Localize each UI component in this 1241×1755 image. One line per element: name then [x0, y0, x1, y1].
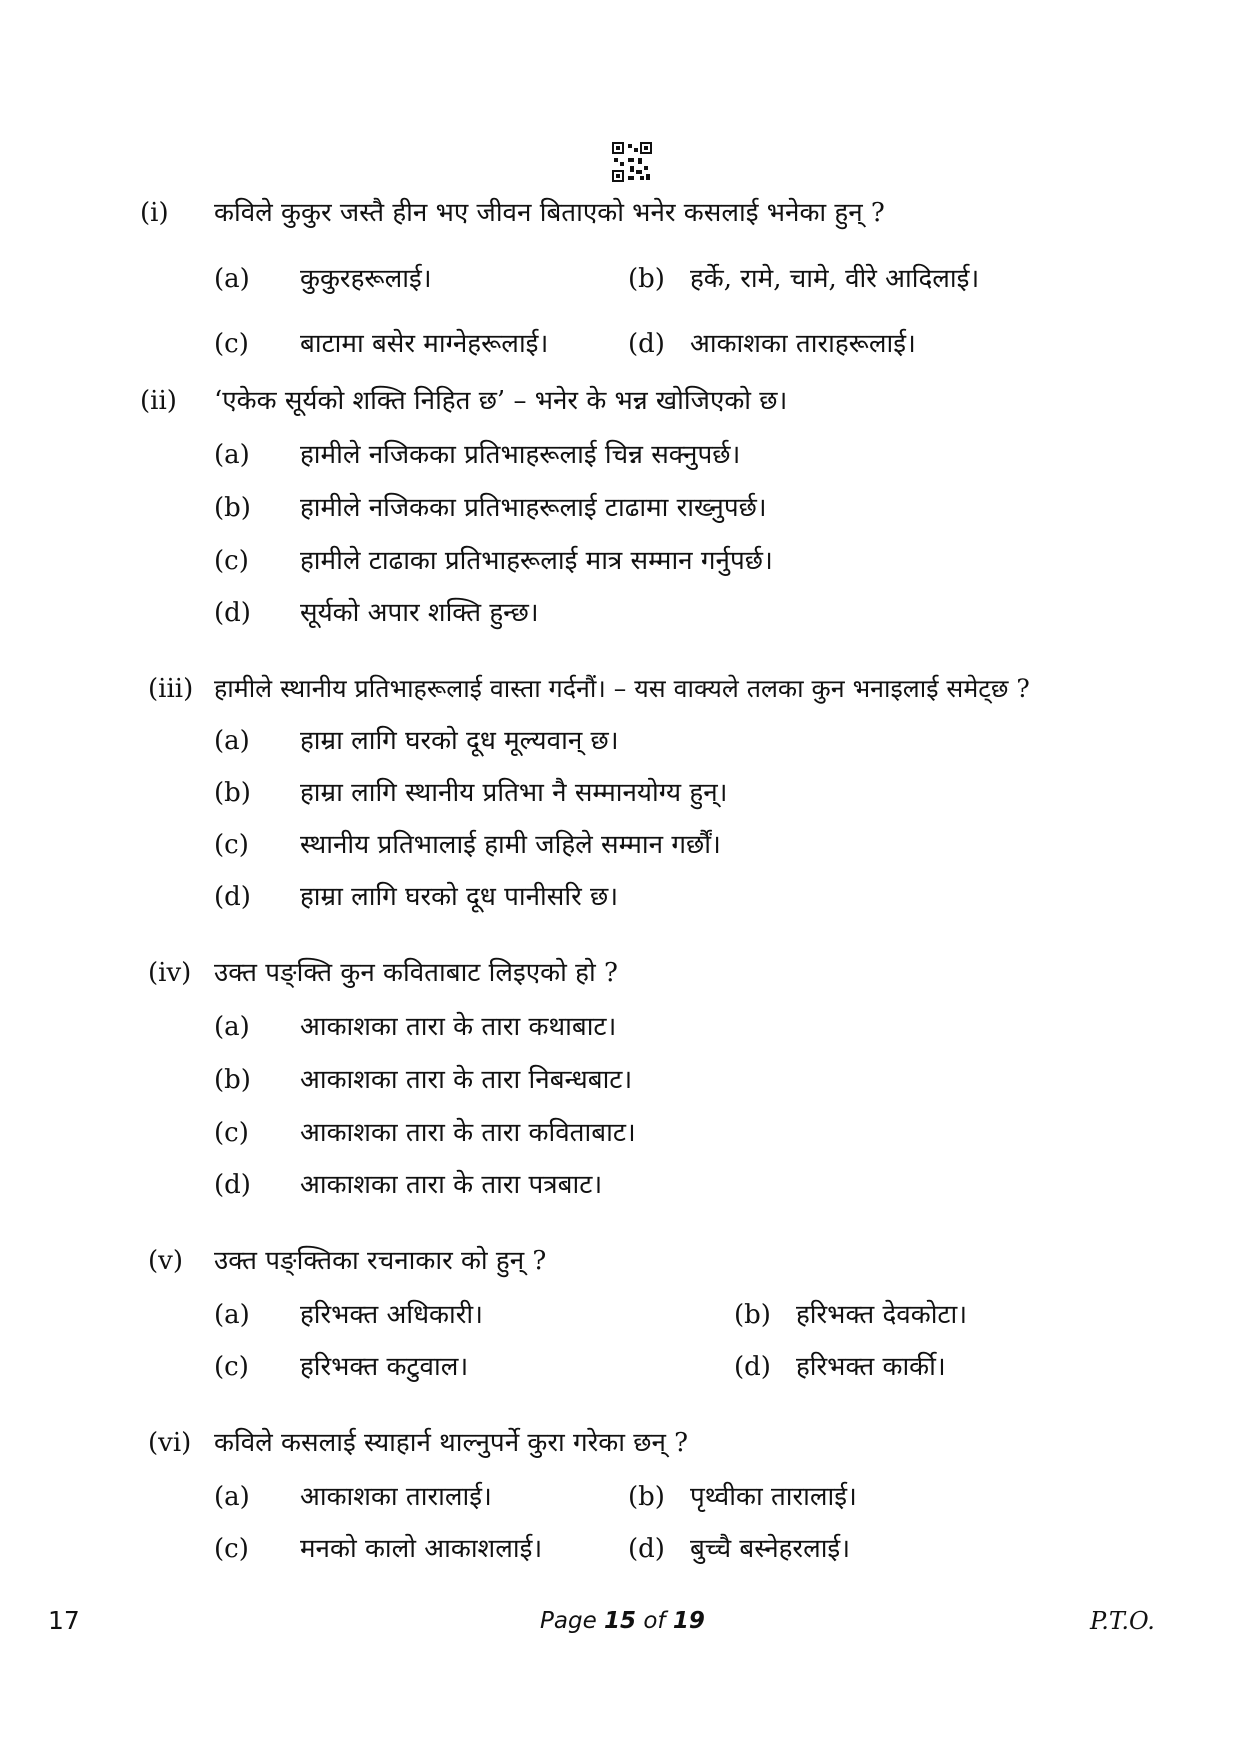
question-text: कविले कुकुर जस्तै हीन भए जीवन बिताएको भनेर कसलाई भनेका हुन् ? — [214, 198, 885, 228]
option-label: (d) — [734, 1352, 771, 1382]
option-label: (c) — [214, 830, 249, 860]
option-label: (b) — [628, 264, 665, 294]
option-text: सूर्यको अपार शक्ति हुन्छ। — [300, 598, 539, 628]
option-text: हामीले नजिकका प्रतिभाहरूलाई चिन्न सक्नुपर्छ। — [300, 440, 741, 470]
page-total: 19 — [672, 1608, 705, 1634]
question-text: हामीले स्थानीय प्रतिभाहरूलाई वास्ता गर्दनौं। – यस वाक्यले तलका कुन भनाइलाई समेट्छ ? — [214, 674, 1030, 703]
option-label: (a) — [214, 1482, 250, 1512]
option-text: आकाशका ताराहरूलाई। — [690, 329, 916, 359]
option-label: (b) — [214, 778, 251, 808]
qr-code-icon — [612, 142, 652, 182]
question-number: (vi) — [148, 1428, 192, 1458]
page-number — [540, 1605, 790, 1637]
option-label: (a) — [214, 1012, 250, 1042]
option-text: हामीले नजिकका प्रतिभाहरूलाई टाढामा राख्नुपर्छ। — [300, 493, 767, 523]
option-text: स्थानीय प्रतिभालाई हामी जहिले सम्मान गर्छौं। — [300, 830, 721, 860]
question-text: कविले कसलाई स्याहार्न थाल्नुपर्ने कुरा गरेका छन् ? — [214, 1428, 689, 1458]
option-text: हाम्रा लागि घरको दूध मूल्यवान् छ। — [300, 726, 619, 756]
option-label: (d) — [214, 882, 251, 912]
option-label: (d) — [214, 598, 251, 628]
question-text: उक्त पङ्क्ति कुन कविताबाट लिइएको हो ? — [214, 958, 618, 988]
question-number: (iii) — [148, 674, 194, 704]
option-text: आकाशका तारालाई। — [300, 1482, 492, 1512]
option-text: आकाशका तारा के तारा निबन्धबाट। — [300, 1065, 633, 1095]
option-text: पृथ्वीका तारालाई। — [690, 1482, 857, 1512]
question-number: (i) — [140, 198, 169, 228]
option-label: (b) — [214, 493, 251, 523]
option-label: (b) — [734, 1300, 771, 1330]
option-text: बाटामा बसेर माग्नेहरूलाई। — [300, 329, 549, 359]
option-text: हाम्रा लागि घरको दूध पानीसरि छ। — [300, 882, 619, 912]
option-text: कुकुरहरूलाई। — [300, 264, 432, 294]
paper-code: 17 — [48, 1606, 80, 1635]
option-label: (d) — [214, 1170, 251, 1200]
page-prefix: Page — [540, 1608, 605, 1634]
option-label: (c) — [214, 546, 249, 576]
option-label: (b) — [628, 1482, 665, 1512]
option-text: हरिभक्त अधिकारी। — [300, 1300, 483, 1330]
option-label: (a) — [214, 440, 250, 470]
question-number: (iv) — [148, 958, 192, 988]
option-label: (c) — [214, 1352, 249, 1382]
option-text: आकाशका तारा के तारा पत्रबाट। — [300, 1170, 603, 1200]
question-text: उक्त पङ्क्तिका रचनाकार को हुन् ? — [214, 1246, 547, 1276]
option-text: मनको कालो आकाशलाई। — [300, 1534, 543, 1564]
option-text: हरिभक्त कटुवाल। — [300, 1352, 469, 1382]
option-text: हरिभक्त देवकोटा। — [796, 1300, 968, 1330]
option-text: आकाशका तारा के तारा कथाबाट। — [300, 1012, 617, 1042]
option-text: बुच्चै बस्नेहरलाई। — [690, 1534, 851, 1564]
option-label: (a) — [214, 1300, 250, 1330]
option-text: हरिभक्त कार्की। — [796, 1352, 946, 1382]
option-label: (c) — [214, 1534, 249, 1564]
question-number: (v) — [148, 1246, 183, 1276]
option-label: (b) — [214, 1065, 251, 1095]
pto-label: P.T.O. — [1090, 1607, 1155, 1635]
page-current: 15 — [604, 1608, 637, 1634]
question-number: (ii) — [140, 386, 177, 416]
option-text: हाम्रा लागि स्थानीय प्रतिभा नै सम्मानयोग्य हुन्। — [300, 778, 728, 808]
page-of: of — [636, 1608, 673, 1634]
option-label: (a) — [214, 726, 250, 756]
option-text: हामीले टाढाका प्रतिभाहरूलाई मात्र सम्मान गर्नुपर्छ। — [300, 546, 773, 576]
option-label: (a) — [214, 264, 250, 294]
option-text: आकाशका तारा के तारा कविताबाट। — [300, 1118, 636, 1148]
option-label: (c) — [214, 1118, 249, 1148]
option-label: (d) — [628, 329, 665, 359]
option-label: (d) — [628, 1534, 665, 1564]
option-label: (c) — [214, 329, 249, 359]
option-text: हर्के, रामे, चामे, वीरे आदिलाई। — [690, 264, 980, 294]
question-text: ‘एकेक सूर्यको शक्ति निहित छ’ – भनेर के भन्न खोजिएको छ। — [214, 386, 788, 416]
